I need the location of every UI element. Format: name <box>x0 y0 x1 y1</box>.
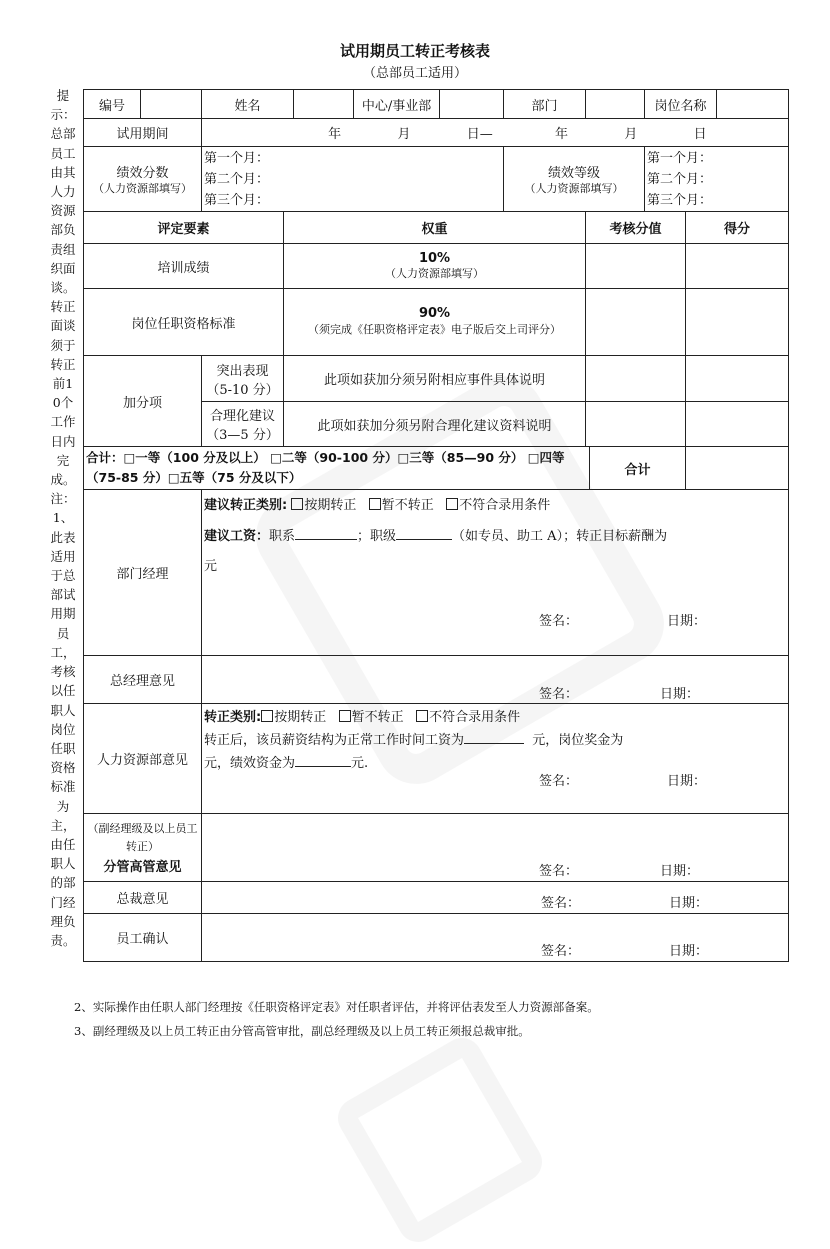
training-weight: 10% <box>418 251 451 266</box>
hr-line3b: 元. <box>351 756 369 771</box>
dm-sign: 签名： <box>539 614 579 629</box>
score-label: 绩效分数 <box>116 166 169 181</box>
evaluation-table <box>83 89 789 962</box>
hr-opt2-checkbox[interactable] <box>339 710 351 722</box>
dm-salary-text2: ；职级 <box>357 529 397 544</box>
hr-opt1-checkbox[interactable] <box>261 710 273 722</box>
score-m2: 第二个月： <box>204 171 270 187</box>
bonus-label: 加分项 <box>84 356 202 447</box>
hr-label: 人力资源部意见 <box>84 704 202 814</box>
gm-row <box>84 656 789 704</box>
grade-m3: 第三个月： <box>647 192 713 208</box>
id-field[interactable] <box>141 90 202 119</box>
vp-sign: 签名： <box>539 864 579 879</box>
year-2: 年 <box>555 127 569 142</box>
total-row <box>84 447 789 490</box>
total-label: 合计 <box>590 447 686 490</box>
gm-label: 总经理意见 <box>84 656 202 704</box>
hr-base-wage-blank[interactable] <box>464 743 524 744</box>
bonus-2-score-value[interactable] <box>586 402 686 447</box>
vp-note: （副经理级及以上员工转正） <box>87 822 198 853</box>
bonus-item-1-label: 突出表现 <box>216 363 269 379</box>
total-score[interactable] <box>686 447 789 490</box>
bonus-1-score[interactable] <box>686 356 789 402</box>
training-label: 培训成绩 <box>84 244 284 289</box>
bonus-item-2-range: （3—5 分） <box>206 428 279 443</box>
dm-salary-text1: 职系 <box>269 529 296 544</box>
bonus-item-1 <box>202 356 284 402</box>
employee-date: 日期： <box>669 944 709 959</box>
qualification-note: （须完成《任职资格评定表》电子版后交上司评分） <box>308 322 561 336</box>
vp-cell[interactable] <box>202 814 789 882</box>
hr-type-label: 转正类别 <box>204 710 257 725</box>
grade-note: （人力资源部填写） <box>524 182 624 195</box>
vp-label: 分管高管意见 <box>103 860 182 875</box>
footnote-2: 2、实际操作由任职人部门经理按《任职资格评定表》对任职者评估，并将评估表发至人力资源部备案。 <box>74 1000 599 1014</box>
training-weight-cell <box>284 244 586 289</box>
factor-header: 评定要素 <box>84 212 284 244</box>
dept-manager-label: 部门经理 <box>84 490 202 656</box>
grade-months[interactable] <box>645 147 789 212</box>
bonus-item-2-label: 合理化建议 <box>209 409 275 424</box>
qualification-score[interactable] <box>686 289 789 356</box>
grade-label-cell <box>504 147 645 212</box>
training-score-value[interactable] <box>586 244 686 289</box>
score-header: 得分 <box>686 212 789 244</box>
qualification-weight: 90% <box>418 305 451 321</box>
score-label-cell <box>84 147 202 212</box>
employee-sign: 签名： <box>541 944 581 959</box>
hr-opt1: 按期转正 <box>274 710 327 725</box>
dm-type-label: 建议转正类别 <box>204 498 283 513</box>
hr-row <box>84 704 789 814</box>
hr-cell[interactable]: 转正类别: 按期转正 暂不转正 不符合录用条件 转正后，该员薪资结构为正常工作时间工资为 元，岗位奖金为 元，绩效资金为 元. 签名： 日期： <box>202 704 789 814</box>
month-1: 月 <box>397 127 411 142</box>
employee-row <box>84 914 789 962</box>
dm-job-level-blank[interactable] <box>396 539 452 540</box>
day-1: 日— <box>466 127 493 142</box>
dm-opt1-checkbox[interactable] <box>291 498 303 510</box>
id-label: 编号 <box>84 90 141 119</box>
trial-period-field[interactable] <box>202 119 789 147</box>
total-grade-options[interactable]: 合计：□一等（100 分及以上） □二等（90-100 分）□三等（85—90 分） □四等（75-85 分）□五等（75 分及以下） <box>84 447 590 490</box>
vp-label-cell <box>84 814 202 882</box>
qualification-weight-cell <box>284 289 586 356</box>
dm-salary-text4: 元 <box>204 559 218 574</box>
eval-header-row <box>84 212 789 244</box>
qualification-label: 岗位任职资格标准 <box>84 289 284 356</box>
employee-cell[interactable] <box>202 914 789 962</box>
ceo-sign: 签名： <box>541 896 581 911</box>
ceo-row <box>84 882 789 914</box>
training-score[interactable] <box>686 244 789 289</box>
employee-label: 员工确认 <box>84 914 202 962</box>
dm-salary-text3: （如专员、助工 A）；转正目标薪酬为 <box>452 529 668 544</box>
ceo-label: 总裁意见 <box>84 882 202 914</box>
center-label: 中心/事业部 <box>354 90 440 119</box>
side-note-1: 注：1、此表适用于总部试用期员工，考核以任职人岗位任职资格标准为主，由任职人的部门经理负责。 <box>50 491 76 948</box>
ceo-date: 日期： <box>669 896 709 911</box>
center-field[interactable] <box>440 90 504 119</box>
dm-opt3: 不符合录用条件 <box>459 498 551 513</box>
dm-opt2: 暂不转正 <box>381 498 434 513</box>
dm-job-family-blank[interactable] <box>295 539 357 540</box>
bonus-1-score-value[interactable] <box>586 356 686 402</box>
dept-manager-cell[interactable]: 建议转正类别: 按期转正 暂不转正 不符合录用条件 建议工资：职系 ；职级 （如专员、助工 A）；转正目标薪酬为 元 签名： 日期： <box>202 490 789 656</box>
position-label: 岗位名称 <box>645 90 717 119</box>
dm-date: 日期： <box>667 614 707 629</box>
hr-date: 日期： <box>667 774 707 789</box>
grade-m1: 第一个月： <box>647 150 713 166</box>
score-m3: 第三个月： <box>204 192 270 208</box>
hr-sign: 签名： <box>539 774 579 789</box>
hr-opt3-checkbox[interactable] <box>416 710 428 722</box>
year-1: 年 <box>328 127 342 142</box>
dept-field[interactable] <box>586 90 645 119</box>
dept-manager-row <box>84 490 789 656</box>
score-note: （人力资源部填写） <box>93 182 192 195</box>
training-note: （人力资源部填写） <box>385 267 484 280</box>
gm-cell[interactable] <box>202 656 789 704</box>
score-months[interactable] <box>202 147 504 212</box>
training-row <box>84 244 789 289</box>
bonus-item-1-range: （5-10 分） <box>206 382 279 398</box>
day-2: 日 <box>693 127 707 142</box>
score-m1: 第一个月： <box>204 150 270 166</box>
hr-line2a: 转正后，该员薪资结构为正常工作时间工资为 <box>204 733 465 748</box>
ceo-cell[interactable] <box>202 882 789 914</box>
position-field[interactable] <box>717 90 789 119</box>
form-title: 试用期员工转正考核表 <box>339 42 490 60</box>
watermark-logo-small <box>331 1031 550 1249</box>
bonus-2-score[interactable] <box>686 402 789 447</box>
name-label: 姓名 <box>202 90 294 119</box>
trial-period-row <box>84 119 789 147</box>
hr-opt3: 不符合录用条件 <box>429 710 521 725</box>
grade-label: 绩效等级 <box>548 166 601 181</box>
trial-period-label: 试用期间 <box>84 119 202 147</box>
performance-row <box>84 147 789 212</box>
qualification-score-value[interactable] <box>586 289 686 356</box>
dept-label: 部门 <box>504 90 586 119</box>
header-row <box>84 90 789 119</box>
bonus-item-2-desc: 此项如获加分须另附合理化建议资料说明 <box>284 402 586 447</box>
side-tip: 提示：总部员工由其人力资源部负责组织面谈。转正面谈须于转正前10个工作日内完成。 <box>50 88 76 488</box>
hr-bonus-blank[interactable] <box>295 766 351 767</box>
side-notes <box>50 86 76 950</box>
dm-opt2-checkbox[interactable] <box>369 498 381 510</box>
vp-date: 日期： <box>660 864 700 879</box>
hr-opt2: 暂不转正 <box>351 710 404 725</box>
dm-opt1: 按期转正 <box>304 498 357 513</box>
gm-date: 日期： <box>660 687 700 702</box>
weight-header: 权重 <box>284 212 586 244</box>
form-subtitle: （总部员工适用） <box>362 66 467 81</box>
hr-line2b: 元，岗位奖金为 <box>532 733 624 748</box>
qualification-row <box>84 289 789 356</box>
footnote-3: 3、副经理级及以上员工转正由分管高管审批，副总经理级及以上员工转正须报总裁审批。 <box>74 1024 530 1038</box>
vp-row <box>84 814 789 882</box>
dm-salary-label: 建议工资： <box>204 529 270 544</box>
bonus-row-1 <box>84 356 789 402</box>
dm-opt3-checkbox[interactable] <box>446 498 458 510</box>
bonus-item-2 <box>202 402 284 447</box>
grade-m2: 第二个月： <box>647 171 713 187</box>
month-2: 月 <box>624 127 638 142</box>
gm-sign: 签名： <box>539 687 579 702</box>
score-value-header: 考核分值 <box>586 212 686 244</box>
hr-line3a: 元，绩效资金为 <box>204 756 296 771</box>
bonus-item-1-desc: 此项如获加分须另附相应事件具体说明 <box>284 356 586 402</box>
name-field[interactable] <box>294 90 354 119</box>
